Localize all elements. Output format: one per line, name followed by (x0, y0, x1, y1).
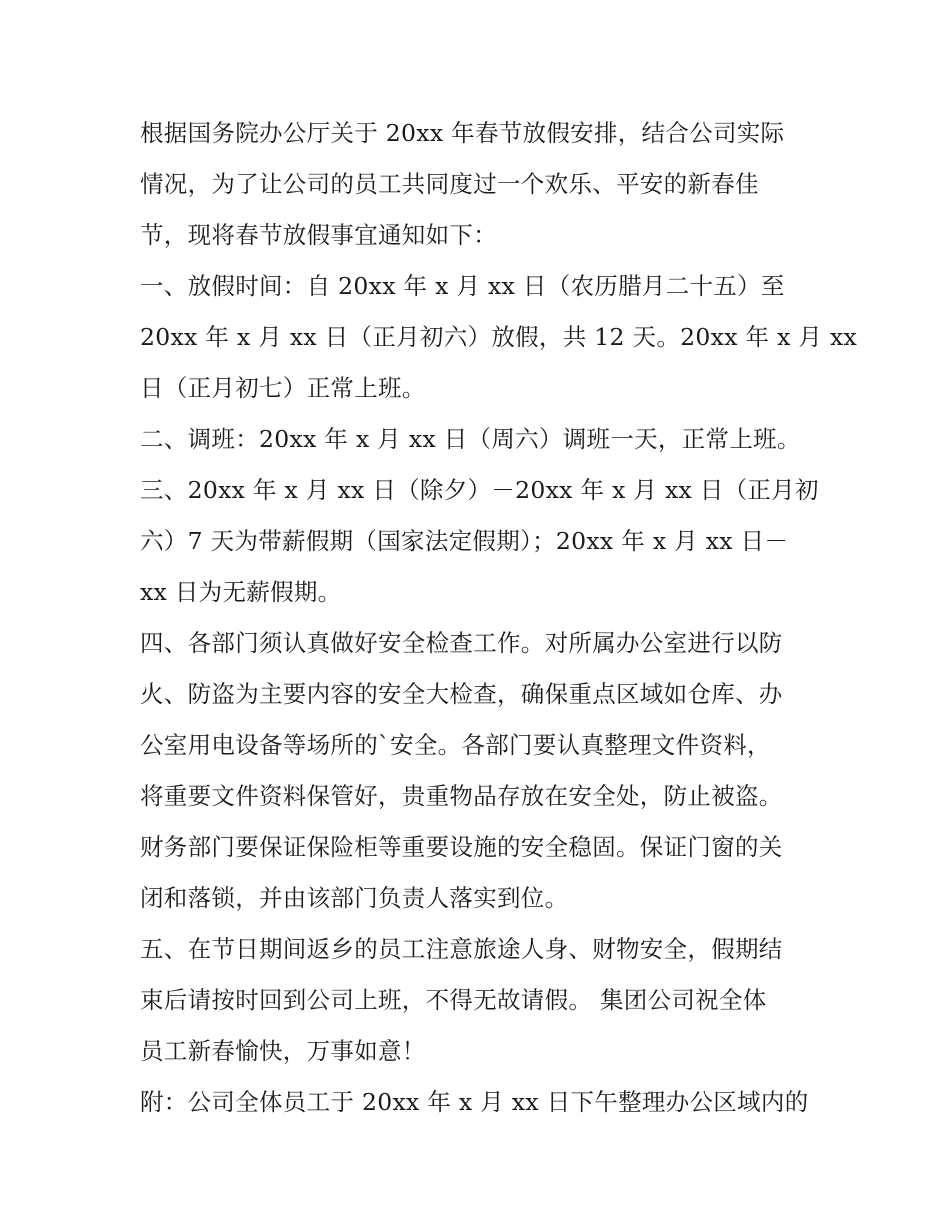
notice-body (140, 108, 858, 1128)
text-line-13: 公室用电设备等场所的`安全。各部门要认真整理文件资料， (140, 731, 771, 759)
text-line-10: xx 日为无薪假期。 (140, 578, 342, 606)
text-line-11: 四、各部门须认真做好安全检查工作。对所属办公室进行以防 (140, 629, 783, 657)
text-line-9: 六）7 天为带薪假期（国家法定假期）；20xx 年 x 月 xx 日－ (140, 527, 789, 555)
text-line-18: 束后请按时回到公司上班，不得无故请假。 集团公司祝全体 (140, 986, 767, 1014)
text-line-19: 员工新春愉快，万事如意！ (140, 1037, 426, 1065)
text-line-4: 一、放假时间：自 20xx 年 x 月 xx 日（农历腊月二十五）至 (140, 272, 785, 300)
text-line-17: 五、在节日期间返乡的员工注意旅途人身、财物安全，假期结 (140, 935, 783, 963)
text-line-2: 情况，为了让公司的员工共同度过一个欢乐、平安的新春佳 (140, 170, 759, 198)
text-line-8: 三、20xx 年 x 月 xx 日（除夕）－20xx 年 x 月 xx 日（正月初 (140, 476, 819, 504)
text-line-5: 20xx 年 x 月 xx 日（正月初六）放假，共 12 天。20xx 年 x 月 xx (140, 323, 858, 351)
text-line-1: 根据国务院办公厅关于 20xx 年春节放假安排，结合公司实际 (140, 119, 785, 147)
text-line-16: 闭和落锁，并由该部门负责人落实到位。 (140, 884, 569, 912)
text-line-15: 财务部门要保证保险柜等重要设施的安全稳固。保证门窗的关 (140, 833, 783, 861)
text-line-7: 二、调班：20xx 年 x 月 xx 日（周六）调班一天，正常上班。 (140, 425, 801, 453)
text-line-14: 将重要文件资料保管好，贵重物品存放在安全处，防止被盗。 (140, 782, 783, 810)
text-line-12: 火、防盗为主要内容的安全大检查，确保重点区域如仓库、办 (140, 680, 783, 708)
text-line-20: 附：公司全体员工于 20xx 年 x 月 xx 日下午整理办公区域内的 (140, 1088, 809, 1116)
text-line-3: 节，现将春节放假事宜通知如下： (140, 221, 497, 249)
text-line-6: 日（正月初七）正常上班。 (140, 374, 426, 402)
